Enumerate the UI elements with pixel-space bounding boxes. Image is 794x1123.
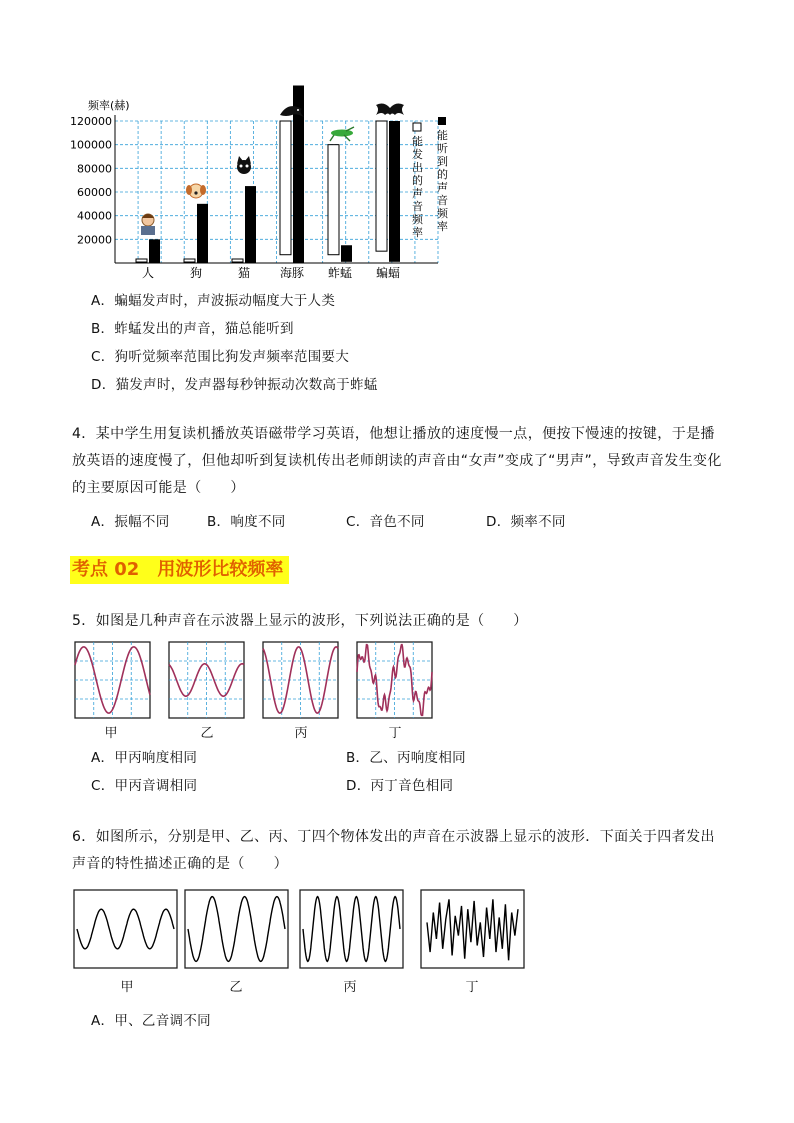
q6-oscilloscope-waves bbox=[72, 887, 528, 971]
bar-emitted bbox=[184, 259, 195, 262]
bar-heard bbox=[341, 245, 352, 262]
q5-option-c: C．甲丙音调相同 bbox=[91, 778, 198, 794]
legend-swatch-emitted bbox=[413, 123, 421, 131]
q6-label-ding: 丁 bbox=[465, 980, 479, 995]
bar-heard bbox=[245, 186, 256, 263]
cat-icon bbox=[237, 156, 251, 174]
bar-emitted bbox=[136, 259, 147, 262]
q4-option-d: D．频率不同 bbox=[486, 514, 566, 530]
q6-label-bing: 丙 bbox=[343, 980, 357, 995]
legend-swatch-heard bbox=[438, 117, 446, 125]
q3-option-b: B．蚱蜢发出的声音，猫总能听到 bbox=[91, 321, 294, 337]
y-tick-label: 20000 bbox=[77, 233, 112, 247]
x-category-label: 蚱蜢 bbox=[327, 266, 353, 280]
bar-emitted bbox=[232, 259, 243, 262]
q5-stem: 5．如图是几种声音在示波器上显示的波形，下列说法正确的是（ ） bbox=[72, 613, 528, 629]
legend-label-heard: 能听到的声音频率 bbox=[437, 129, 448, 233]
chart-ylabel: 频率(赫) bbox=[88, 99, 130, 112]
q4-option-b: B．响度不同 bbox=[207, 514, 286, 530]
bar-emitted bbox=[376, 121, 387, 251]
q3-option-d: D．猫发声时，发声器每秒钟振动次数高于蚱蜢 bbox=[91, 377, 378, 393]
grasshopper-icon bbox=[330, 127, 354, 141]
q5-oscilloscope-waves bbox=[74, 640, 440, 722]
legend-label-emitted: 能发出的声音频率 bbox=[412, 135, 423, 239]
bar-heard bbox=[197, 204, 208, 263]
y-tick-label: 80000 bbox=[77, 162, 112, 176]
x-category-label: 蝙蝠 bbox=[375, 266, 401, 280]
dog-icon bbox=[186, 184, 206, 198]
x-category-label: 人 bbox=[141, 266, 155, 280]
q5-option-b: B．乙、丙响度相同 bbox=[346, 750, 466, 766]
q3-option-c: C．狗听觉频率范围比狗发声频率范围要大 bbox=[91, 349, 350, 365]
q6-label-jia: 甲 bbox=[120, 980, 134, 995]
q5-label-ding: 丁 bbox=[388, 726, 402, 741]
bar-emitted bbox=[328, 145, 339, 255]
bar-emitted bbox=[280, 121, 291, 255]
y-tick-label: 60000 bbox=[77, 186, 112, 199]
q5-label-yi: 乙 bbox=[200, 726, 214, 741]
x-category-label: 猫 bbox=[237, 266, 251, 280]
chart-legend bbox=[412, 117, 449, 239]
bar-heard bbox=[149, 239, 160, 263]
y-tick-label: 120000 bbox=[70, 115, 112, 128]
q6-option-a: A．甲、乙音调不同 bbox=[91, 1013, 211, 1029]
section-heading: 考点 02 用波形比较频率 bbox=[70, 556, 289, 584]
person-icon bbox=[141, 214, 155, 235]
q5-label-bing: 丙 bbox=[294, 726, 308, 741]
bar-heard bbox=[389, 121, 400, 262]
q4-option-a: A．振幅不同 bbox=[91, 514, 170, 530]
x-category-label: 海豚 bbox=[279, 266, 305, 280]
q6-stem: 6．如图所示，分别是甲、乙、丙、丁四个物体发出的声音在示波器上显示的波形．下面关于四者发出声音的特性描述正确的是（ ） bbox=[72, 829, 715, 872]
q6-label-yi: 乙 bbox=[229, 980, 243, 995]
q4-stem: 4．某中学生用复读机播放英语磁带学习英语，他想让播放的速度慢一点，便按下慢速的按键，于是播放英语的速度慢了，但他却听到复读机传出老师朗读的声音由“女声”变成了“男声”，导致声音发生变化的主要原因可能是（ ） bbox=[72, 426, 722, 496]
q3-option-a: A．蝙蝠发声时，声波振动幅度大于人类 bbox=[91, 293, 336, 309]
q5-option-a: A．甲丙响度相同 bbox=[91, 750, 198, 766]
q4-option-c: C．音色不同 bbox=[346, 514, 425, 530]
bat-icon bbox=[376, 104, 404, 115]
x-category-label: 狗 bbox=[189, 266, 203, 280]
y-tick-label: 40000 bbox=[77, 209, 112, 223]
q5-label-jia: 甲 bbox=[104, 726, 118, 741]
q5-option-d: D．丙丁音色相同 bbox=[346, 778, 454, 794]
y-tick-label: 100000 bbox=[70, 138, 112, 152]
frequency-range-chart bbox=[70, 95, 460, 285]
